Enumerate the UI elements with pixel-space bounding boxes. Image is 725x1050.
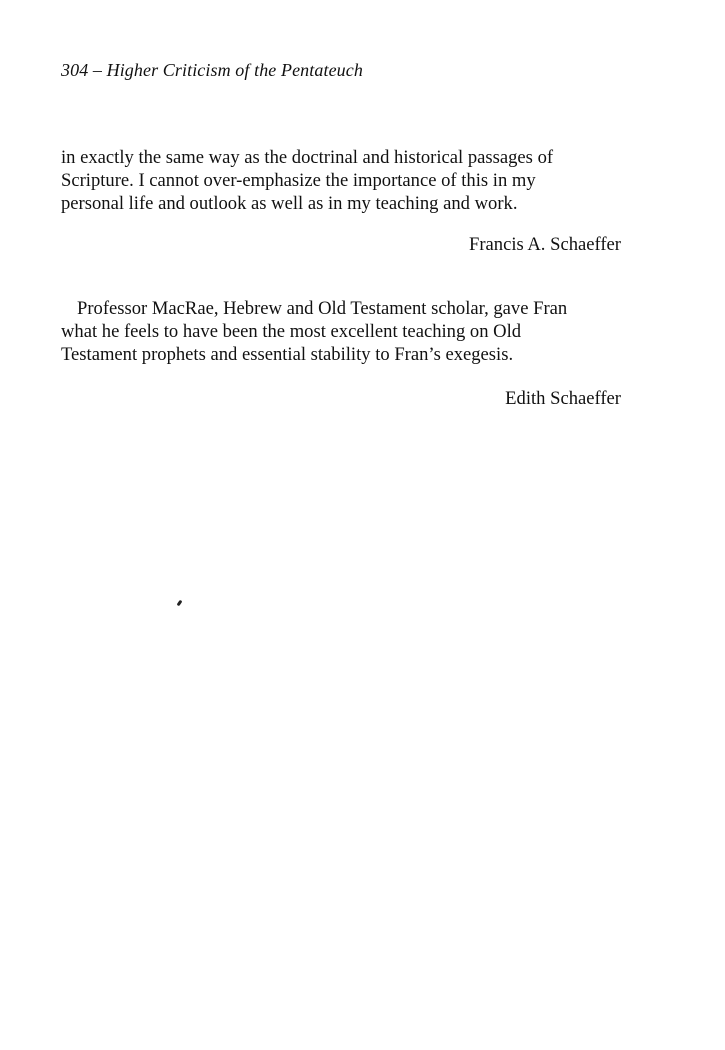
quote-paragraph <box>61 297 623 366</box>
text-line: personal life and outlook as well as in my teaching and work. <box>61 193 518 214</box>
signature-francis: Francis A. Schaeffer <box>469 234 621 255</box>
text-line: Testament prophets and essential stability to Fran’s exegesis. <box>61 344 514 365</box>
text-line: what he feels to have been the most excellent teaching on Old <box>61 321 522 342</box>
text-line: in exactly the same way as the doctrinal and historical passages of <box>61 147 554 168</box>
signature-edith: Edith Schaeffer <box>505 388 621 409</box>
quote-paragraph <box>61 146 623 215</box>
ink-speck <box>177 600 183 607</box>
running-head: 304 – Higher Criticism of the Pentateuch <box>61 60 363 80</box>
text-line: Scripture. I cannot over-emphasize the importance of this in my <box>61 170 536 191</box>
text-line: Professor MacRae, Hebrew and Old Testament scholar, gave Fran <box>77 298 568 319</box>
